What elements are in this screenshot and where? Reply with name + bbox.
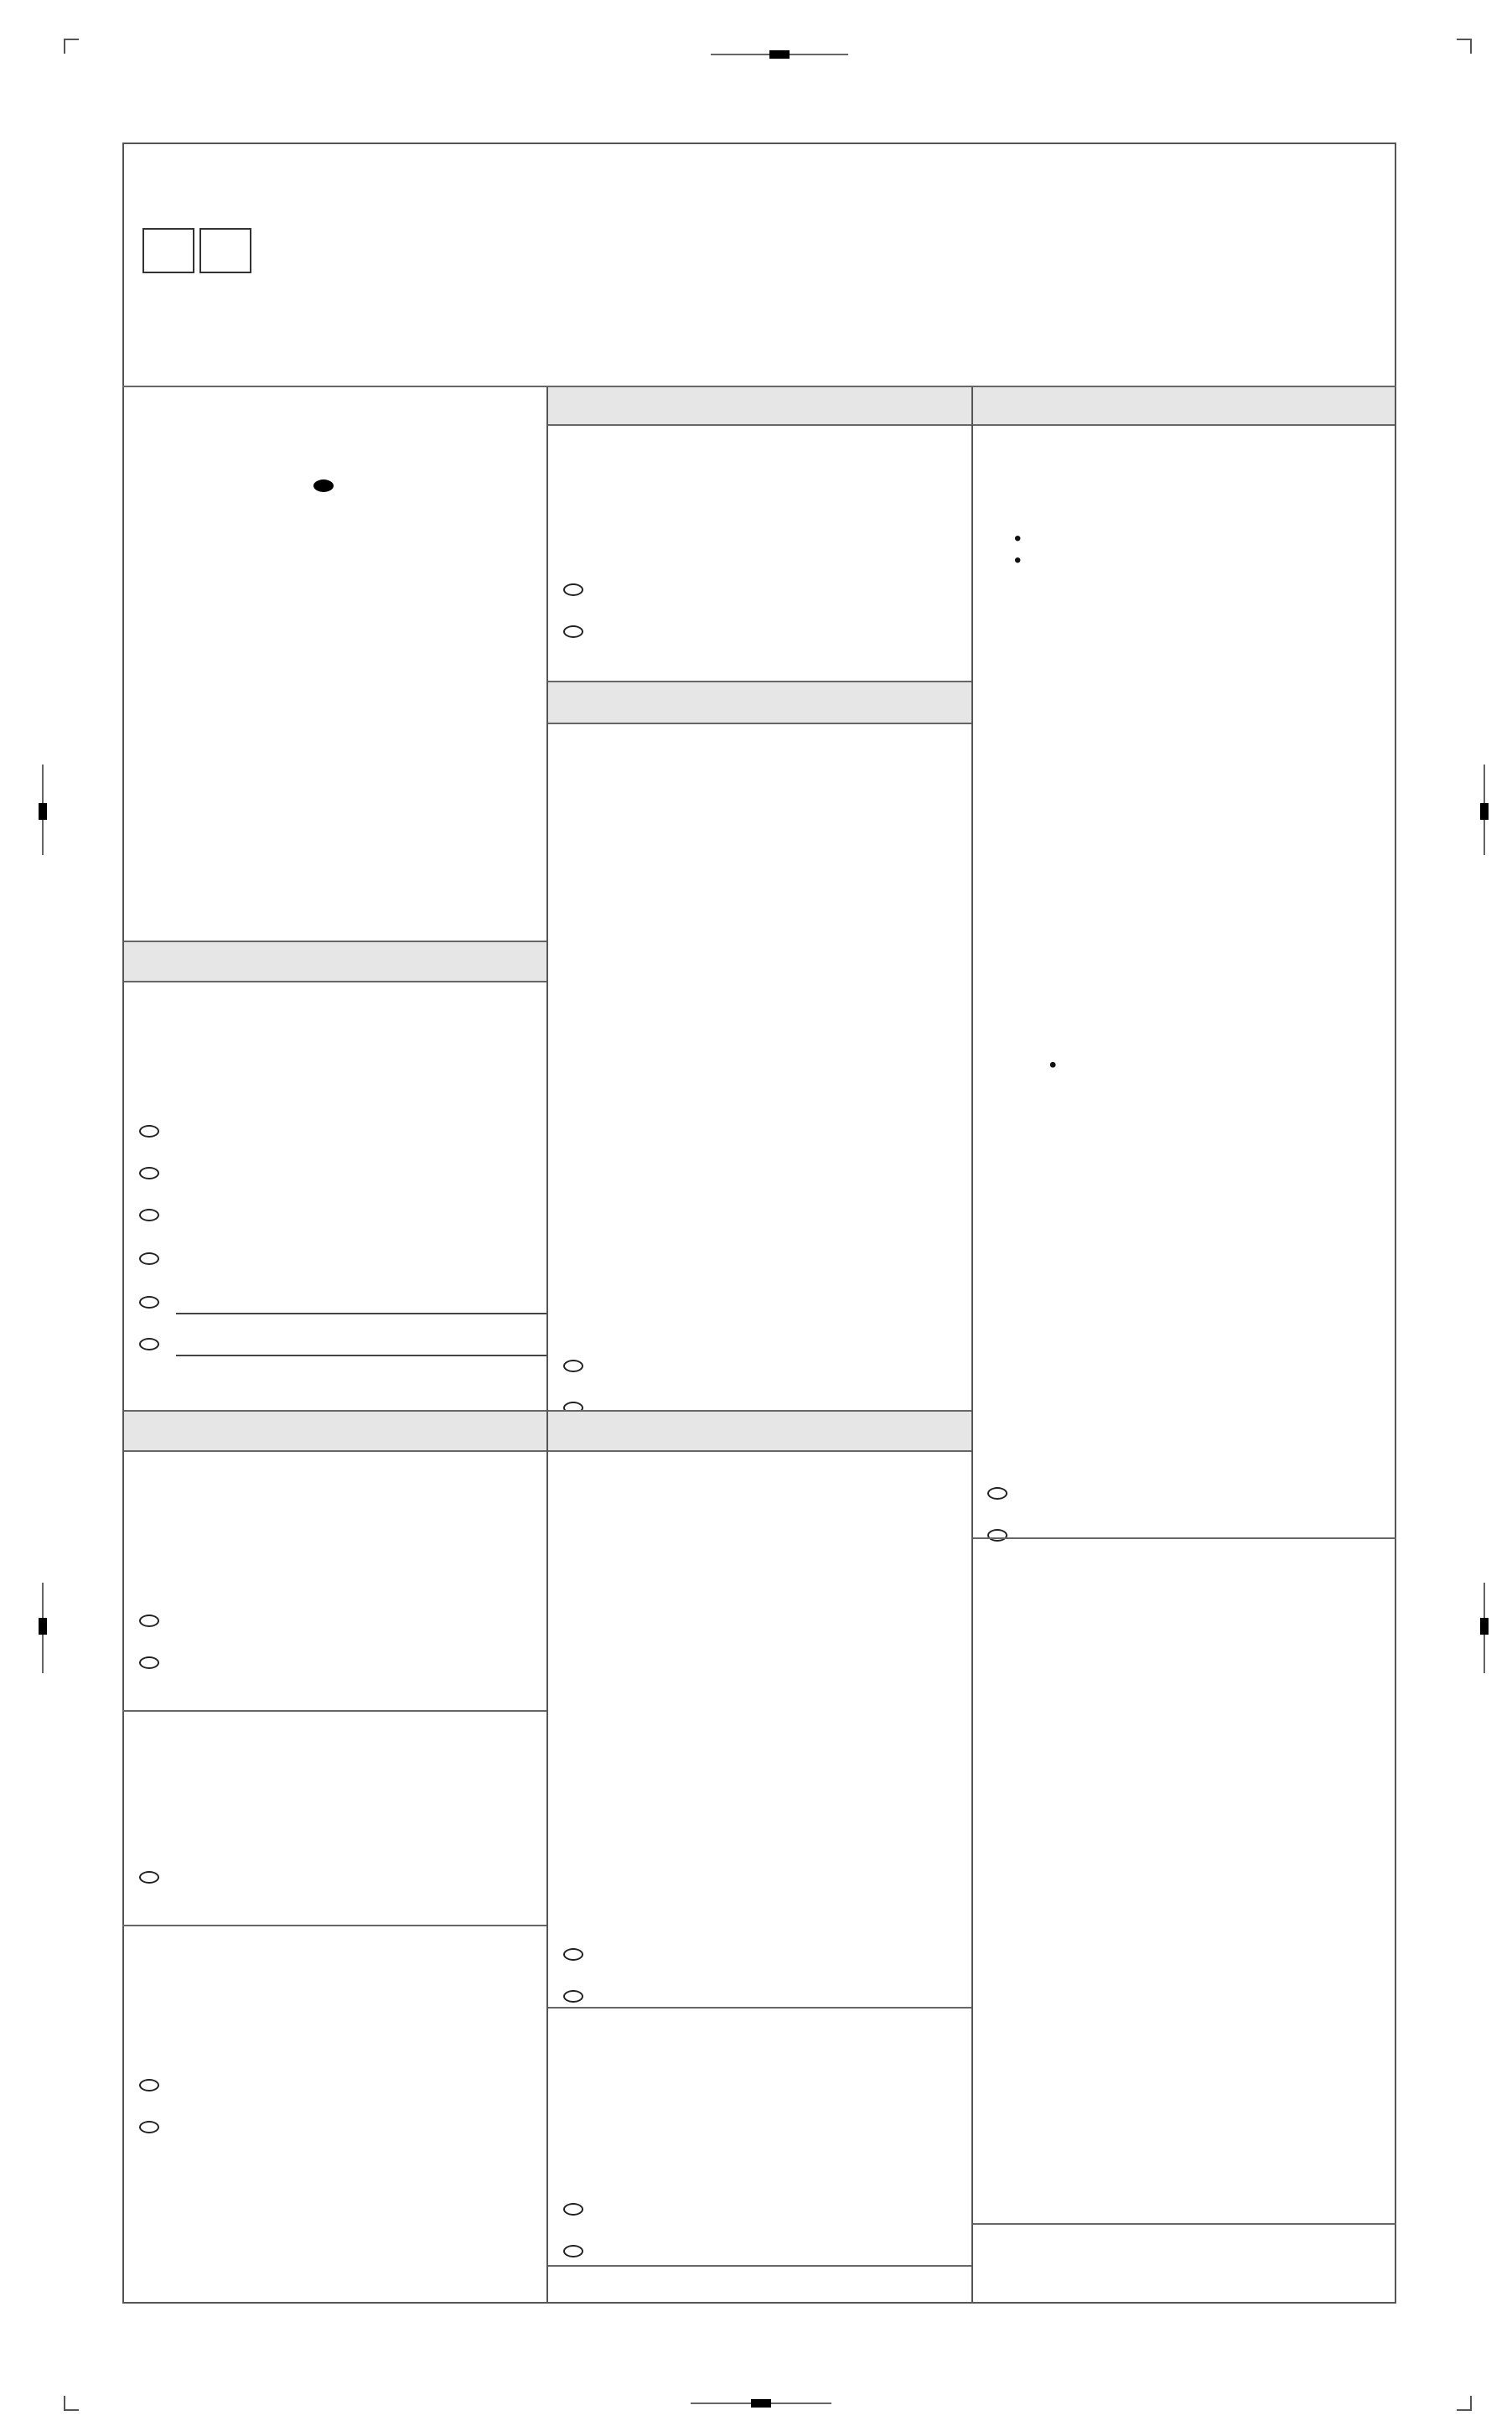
writein-line-2[interactable] bbox=[176, 1355, 546, 1356]
registration-mark-top-dot bbox=[769, 50, 790, 59]
oval-abe-mcgull[interactable] bbox=[139, 1871, 159, 1884]
judges-initials-box-1[interactable] bbox=[142, 228, 194, 273]
instructions-intro bbox=[139, 436, 533, 479]
crop-mark-top-right bbox=[1457, 39, 1472, 54]
crop-mark-bottom-right bbox=[1457, 2396, 1472, 2411]
filled-oval-icon bbox=[313, 479, 334, 492]
q3-bullets bbox=[1012, 528, 1386, 550]
oval-q3-yes[interactable] bbox=[987, 1487, 1007, 1500]
oval-q1-no[interactable] bbox=[563, 1990, 583, 2003]
city-header-middle bbox=[548, 386, 971, 426]
writein-line-1[interactable] bbox=[176, 1313, 546, 1314]
side-mark-left-1-dot bbox=[39, 803, 47, 820]
column-divider-1 bbox=[546, 386, 548, 2304]
oval-writein-1[interactable] bbox=[139, 1296, 159, 1309]
oval-ken-mcclure[interactable] bbox=[139, 1615, 159, 1627]
oval-jeremy-dean[interactable] bbox=[139, 2121, 159, 2133]
school-district-header-left bbox=[124, 941, 546, 982]
divider-right-bottom bbox=[973, 2223, 1396, 2225]
oval-q1-yes[interactable] bbox=[563, 1948, 583, 1961]
side-mark-right-1-dot bbox=[1480, 803, 1489, 820]
city-header-middle-2 bbox=[548, 1410, 971, 1452]
oval-bruce-adib-yazdi[interactable] bbox=[563, 625, 583, 638]
oval-derek-lee[interactable] bbox=[563, 583, 583, 596]
oval-q2-no[interactable] bbox=[563, 2245, 583, 2257]
oval-shurita-thomas-tate[interactable] bbox=[139, 1167, 159, 1179]
divider-q1-q2 bbox=[548, 2007, 971, 2009]
oval-prop-s-yes[interactable] bbox=[563, 1360, 583, 1372]
example-filled-oval-icon bbox=[139, 461, 161, 474]
school-district-header-middle bbox=[548, 681, 971, 724]
oval-melanie-bach[interactable] bbox=[139, 1656, 159, 1669]
oval-judy-brunner[interactable] bbox=[139, 1209, 159, 1221]
oval-landon-mccarter[interactable] bbox=[139, 1125, 159, 1138]
oval-chad-rollins[interactable] bbox=[139, 1252, 159, 1265]
oval-writein-2[interactable] bbox=[139, 1338, 159, 1350]
city-header-left bbox=[124, 1410, 546, 1452]
oval-q2-yes[interactable] bbox=[563, 2203, 583, 2216]
side-mark-right-2-dot bbox=[1480, 1618, 1489, 1635]
divider-mayor-zone2 bbox=[122, 1710, 546, 1712]
divider-zone2-seatc bbox=[122, 1925, 546, 1926]
oval-callie-carroll[interactable] bbox=[139, 2079, 159, 2091]
judges-initials-box-2[interactable] bbox=[199, 228, 251, 273]
divider-q2-end bbox=[548, 2265, 971, 2267]
crop-mark-top-left bbox=[64, 39, 79, 54]
side-mark-left-2-dot bbox=[39, 1618, 47, 1635]
crop-mark-bottom-left bbox=[64, 2396, 79, 2411]
oval-q3-no[interactable] bbox=[987, 1529, 1007, 1542]
column-divider-2 bbox=[971, 386, 973, 2304]
registration-mark-bottom-dot bbox=[751, 2399, 771, 2408]
city-header-right bbox=[973, 386, 1395, 426]
divider-q3-end bbox=[973, 1537, 1396, 1539]
